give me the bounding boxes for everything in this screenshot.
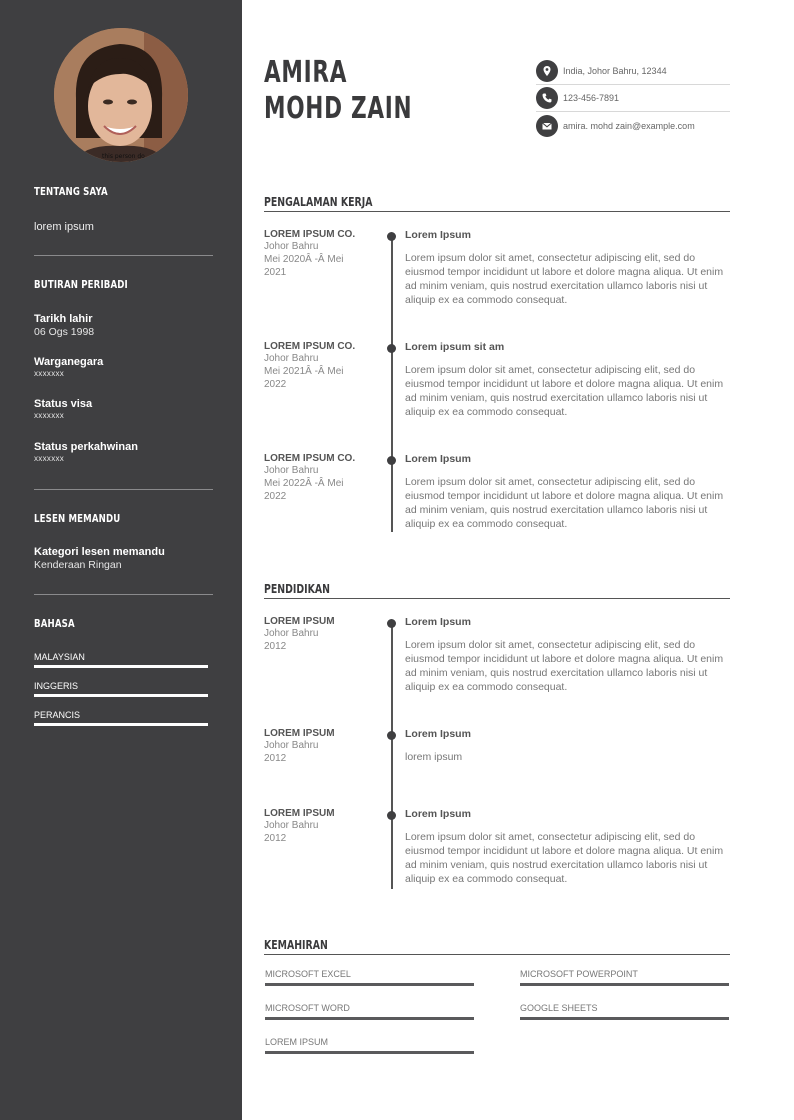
field-label: Status visa [34, 398, 93, 410]
skill-item [520, 969, 729, 986]
skill-name: MICROSOFT POWERPOINT [520, 969, 638, 979]
field-value: xxxxxxx [34, 454, 65, 463]
entry-title: Lorem Ipsum [405, 453, 471, 465]
last-name: MOHD ZAIN [264, 91, 413, 126]
entry-date-end: 2022 [264, 379, 287, 390]
address-text: India, Johor Bahru, 12344 [563, 66, 667, 76]
language-heading: BAHASA [34, 617, 75, 630]
mail-icon [536, 115, 558, 137]
profile-photo [54, 28, 188, 162]
timeline-dot [387, 456, 396, 465]
skills-heading-text: KEMAHIRAN [264, 938, 328, 952]
entry-description: Lorem ipsum dolor sit amet, consectetur adipiscing elit, sed do eiusmod tempor incididunt ut labore et dolore magna aliqua. Ut enim ad minim veniam, quis nostrud exercitation ullamco laboris nisi ut aliquip ex ea commodo consequat. [405, 831, 724, 885]
entry-year: 2012 [264, 833, 287, 844]
skills-heading [264, 936, 730, 955]
education-heading-text: PENDIDIKAN [264, 582, 330, 596]
entry-org: LOREM IPSUM CO. [264, 453, 356, 464]
entry-title: Lorem Ipsum [405, 229, 471, 241]
entry-org: LOREM IPSUM [264, 728, 335, 739]
location-pin-icon [536, 60, 558, 82]
entry-description: Lorem ipsum dolor sit amet, consectetur adipiscing elit, sed do eiusmod tempor incididunt ut labore et dolore magna aliqua. Ut enim ad minim veniam, quis nostrud exercitation ullamco laboris nisi ut aliquip ex ea commodo consequat. [405, 252, 724, 306]
entry-description: lorem ipsum [405, 751, 463, 763]
entry-description: Lorem ipsum dolor sit amet, consectetur adipiscing elit, sed do eiusmod tempor incididunt ut labore et dolore magna aliqua. Ut enim ad minim veniam, quis nostrud exercitation ullamco laboris nisi ut aliquip ex ea commodo consequat. [405, 639, 724, 693]
entry-description: Lorem ipsum dolor sit amet, consectetur adipiscing elit, sed do eiusmod tempor incididunt ut labore et dolore magna aliqua. Ut enim ad minim veniam, quis nostrud exercitation ullamco laboris nisi ut aliquip ex ea commodo consequat. [405, 364, 724, 418]
field-label: Warganegara [34, 356, 104, 368]
skill-name: LOREM IPSUM [265, 1037, 329, 1047]
entry-date: Mei 2021Â -Â Mei [264, 366, 344, 377]
phone-text: 123-456-7891 [563, 93, 620, 103]
language-bar [34, 665, 208, 668]
education-heading [264, 580, 730, 599]
skill-item [265, 969, 474, 986]
skill-item [265, 1037, 474, 1054]
first-name: AMIRA [264, 55, 348, 90]
language-name: INGGERIS [34, 681, 79, 691]
license-item [34, 546, 213, 571]
personal-heading: BUTIRAN PERIBADI [34, 278, 128, 291]
entry-org: LOREM IPSUM [264, 616, 335, 627]
language-name: PERANCIS [34, 710, 81, 720]
entry-date-end: 2021 [264, 267, 287, 278]
entry-date-end: 2022 [264, 491, 287, 502]
personal-item [34, 441, 213, 463]
skill-bar [265, 1017, 474, 1020]
language-item [34, 652, 213, 668]
entry-location: Johor Bahru [264, 465, 319, 476]
timeline-dot [387, 619, 396, 628]
entry-location: Johor Bahru [264, 820, 319, 831]
field-label: Tarikh lahir [34, 313, 93, 325]
field-value: xxxxxxx [34, 369, 65, 378]
entry-org: LOREM IPSUM [264, 808, 335, 819]
experience-heading [264, 193, 730, 212]
entry-location: Johor Bahru [264, 628, 319, 639]
experience-heading-text: PENGALAMAN KERJA [264, 195, 373, 209]
timeline-dot [387, 811, 396, 820]
language-bar [34, 694, 208, 697]
about-text: lorem ipsum [34, 221, 94, 233]
language-item [34, 681, 213, 697]
entry-org: LOREM IPSUM CO. [264, 229, 356, 240]
skill-bar [265, 1051, 474, 1054]
entry-title: Lorem Ipsum [405, 808, 471, 820]
entry-description: Lorem ipsum dolor sit amet, consectetur adipiscing elit, sed do eiusmod tempor incididunt ut labore et dolore magna aliqua. Ut enim ad minim veniam, quis nostrud exercitation ullamco laboris nisi ut aliquip ex ea commodo consequat. [405, 476, 724, 530]
entry-title: Lorem ipsum sit am [405, 341, 505, 353]
contact-email [536, 112, 730, 139]
entry-title: Lorem Ipsum [405, 728, 471, 740]
skill-bar [520, 983, 729, 986]
entry-year: 2012 [264, 641, 287, 652]
skill-bar [265, 983, 474, 986]
timeline-dot [387, 344, 396, 353]
skill-item [265, 1003, 474, 1020]
skill-name: MICROSOFT WORD [265, 1003, 350, 1013]
entry-location: Johor Bahru [264, 740, 319, 751]
language-name: MALAYSIAN [34, 652, 85, 662]
contact-phone [536, 85, 730, 112]
field-label: Kategori lesen memandu [34, 546, 165, 558]
education-timeline [391, 621, 393, 889]
email-text: amira. mohd zain@example.com [563, 120, 695, 131]
entry-title: Lorem Ipsum [405, 616, 471, 628]
contact-list [536, 58, 730, 139]
entry-date: Mei 2022Â -Â Mei [264, 478, 344, 489]
entry-date: Mei 2020Â -Â Mei [264, 254, 344, 265]
sidebar-divider [34, 594, 213, 595]
sidebar [0, 0, 242, 1120]
license-heading: LESEN MEMANDU [34, 512, 121, 525]
skill-name: MICROSOFT EXCEL [265, 969, 351, 979]
entry-location: Johor Bahru [264, 241, 319, 252]
field-value: 06 Ogs 1998 [34, 326, 95, 338]
name-title [264, 55, 412, 127]
language-item [34, 710, 213, 726]
contact-address [536, 58, 730, 85]
field-label: Status perkahwinan [34, 441, 138, 453]
entry-location: Johor Bahru [264, 353, 319, 364]
about-heading: TENTANG SAYA [34, 185, 108, 198]
field-value: xxxxxxx [34, 411, 65, 420]
sidebar-divider [34, 489, 213, 490]
timeline-dot [387, 232, 396, 241]
field-value: Kenderaan Ringan [34, 559, 122, 571]
skill-name: GOOGLE SHEETS [520, 1003, 598, 1013]
timeline-dot [387, 731, 396, 740]
personal-item [34, 398, 213, 420]
skill-item [520, 1003, 729, 1020]
sidebar-divider [34, 255, 213, 256]
photo-caption: this person do [102, 153, 145, 160]
language-bar [34, 723, 208, 726]
personal-item [34, 313, 213, 338]
entry-org: LOREM IPSUM CO. [264, 341, 356, 352]
experience-timeline [391, 234, 393, 532]
skill-bar [520, 1017, 729, 1020]
personal-item [34, 356, 213, 378]
phone-icon [536, 87, 558, 109]
entry-year: 2012 [264, 753, 287, 764]
